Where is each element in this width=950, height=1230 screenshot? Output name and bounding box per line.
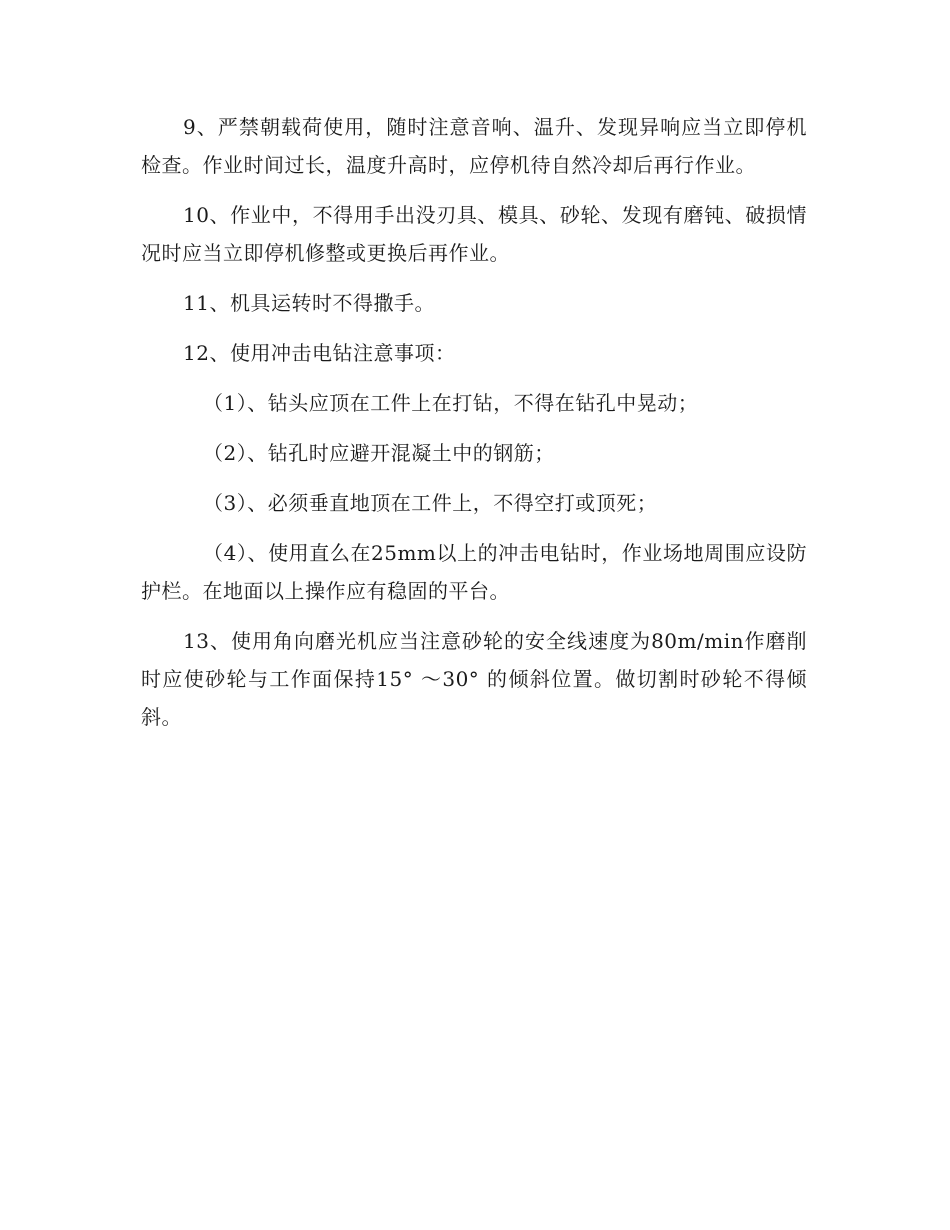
paragraph-item-11: 11、机具运转时不得撒手。 xyxy=(183,291,435,315)
sub-item-4: （4）、使用直么在25mm以上的冲击电钻时，作业场地周围应设防护栏。在地面以上操作应有稳固的平台。 xyxy=(141,541,807,603)
paragraph-item-9: 9、严禁朝载荷使用，随时注意音响、温升、发现异响应当立即停机检查。作业时间过长，温度升高时，应停机待自然冷却后再行作业。 xyxy=(141,115,807,177)
paragraph-item-10: 10、作业中，不得用手出没刃具、模具、砂轮、发现有磨钝、破损情况时应当立即停机修整或更换后再作业。 xyxy=(141,203,807,265)
paragraph-item-12: 12、使用冲击电钻注意事项： xyxy=(183,341,456,365)
sub-item-1: （1）、钻头应顶在工件上在打钻，不得在钻孔中晃动； xyxy=(203,391,699,415)
paragraph-item-13: 13、使用角向磨光机应当注意砂轮的安全线速度为80m/min作磨削时应使砂轮与工作面保持15° ～30° 的倾斜位置。做切割时砂轮不得倾斜。 xyxy=(141,629,807,729)
sub-item-3: （3）、必须垂直地顶在工件上，不得空打或顶死； xyxy=(203,491,658,515)
document-body xyxy=(141,108,807,748)
sub-item-2: （2）、钻孔时应避开混凝土中的钢筋； xyxy=(203,441,555,465)
